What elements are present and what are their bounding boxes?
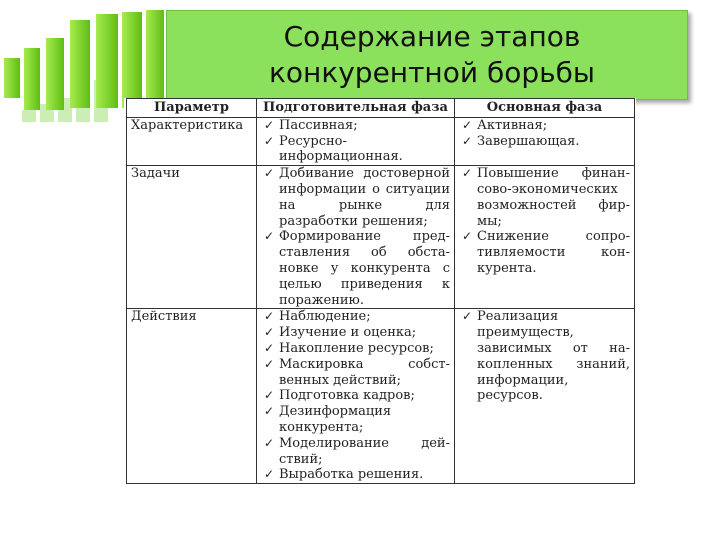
title-line-2: конкурентной борьбы xyxy=(268,56,596,89)
prep-cell xyxy=(257,166,455,309)
row-param: Характеристика xyxy=(127,117,257,165)
prep-cell xyxy=(257,117,455,165)
list-item: ✓ Дезинформация конкурента; xyxy=(264,404,392,435)
checkmark-icon: ✓ xyxy=(264,117,275,132)
checkmark-icon: ✓ xyxy=(264,133,275,148)
title-line-1: Содержание этапов xyxy=(283,20,581,53)
checkmark-icon: ✓ xyxy=(462,133,473,148)
list-item: ✓ Повышение финансово-экономических возможностей фирмы; xyxy=(462,166,630,229)
checkmark-icon: ✓ xyxy=(264,356,275,371)
list-item: ✓ Активная; xyxy=(462,117,548,133)
main-cell xyxy=(455,309,635,484)
list-item: ✓ Маскировка собственных действий; xyxy=(264,356,450,388)
list-item: ✓ Реализация преимуществ, зависимых от накопленных знаний, информации, ресурсов. xyxy=(462,309,630,404)
list-item: ✓ Наблюдение; xyxy=(264,309,371,325)
list-item: ✓ Добивание достоверной информации о ситуации на рынке для разработки решения; xyxy=(264,166,450,229)
row-param: Действия xyxy=(127,309,257,484)
prep-cell xyxy=(257,309,455,484)
checkmark-icon: ✓ xyxy=(462,229,473,244)
checkmark-icon: ✓ xyxy=(264,404,275,419)
checkmark-icon: ✓ xyxy=(264,229,275,244)
checkmark-icon: ✓ xyxy=(462,309,473,324)
checkmark-icon: ✓ xyxy=(264,435,275,450)
list-item: ✓ Выработка решения. xyxy=(264,467,424,483)
list-item: ✓ Моделирование действий; xyxy=(264,435,450,467)
table-header-row xyxy=(127,99,635,118)
table-row xyxy=(127,117,635,165)
list-item: ✓ Снижение сопротивляемости конкурента. xyxy=(462,229,630,276)
checkmark-icon: ✓ xyxy=(264,467,275,482)
header-main-phase: Основная фаза xyxy=(455,99,635,118)
list-item: ✓ Завершающая. xyxy=(462,133,580,149)
checkmark-icon: ✓ xyxy=(264,388,275,403)
title-banner xyxy=(166,10,688,100)
list-item: ✓ Формирование представления об обстановке у конкурента с целью приведения к поражению. xyxy=(264,229,450,308)
checkmark-icon: ✓ xyxy=(264,325,275,340)
slide-title xyxy=(259,19,595,91)
main-cell xyxy=(455,117,635,165)
table-row xyxy=(127,309,635,484)
checkmark-icon: ✓ xyxy=(264,309,275,324)
checkmark-icon: ✓ xyxy=(462,117,473,132)
list-item: ✓ Ресурсно-информационная. xyxy=(264,133,403,165)
phases-table xyxy=(126,98,635,484)
list-item: ✓ Накопление ресурсов; xyxy=(264,340,434,356)
checkmark-icon: ✓ xyxy=(264,166,275,181)
row-param: Задачи xyxy=(127,166,257,309)
header-parameter: Параметр xyxy=(127,99,257,118)
table-row xyxy=(127,166,635,309)
list-item: ✓ Изучение и оценка; xyxy=(264,325,417,341)
document-table-image xyxy=(124,98,636,540)
header-prep-phase: Подготовительная фаза xyxy=(257,99,455,118)
main-cell xyxy=(455,166,635,309)
checkmark-icon: ✓ xyxy=(462,166,473,181)
list-item: ✓ Подготовка кадров; xyxy=(264,388,415,404)
list-item: ✓ Пассивная; xyxy=(264,117,358,133)
checkmark-icon: ✓ xyxy=(264,340,275,355)
